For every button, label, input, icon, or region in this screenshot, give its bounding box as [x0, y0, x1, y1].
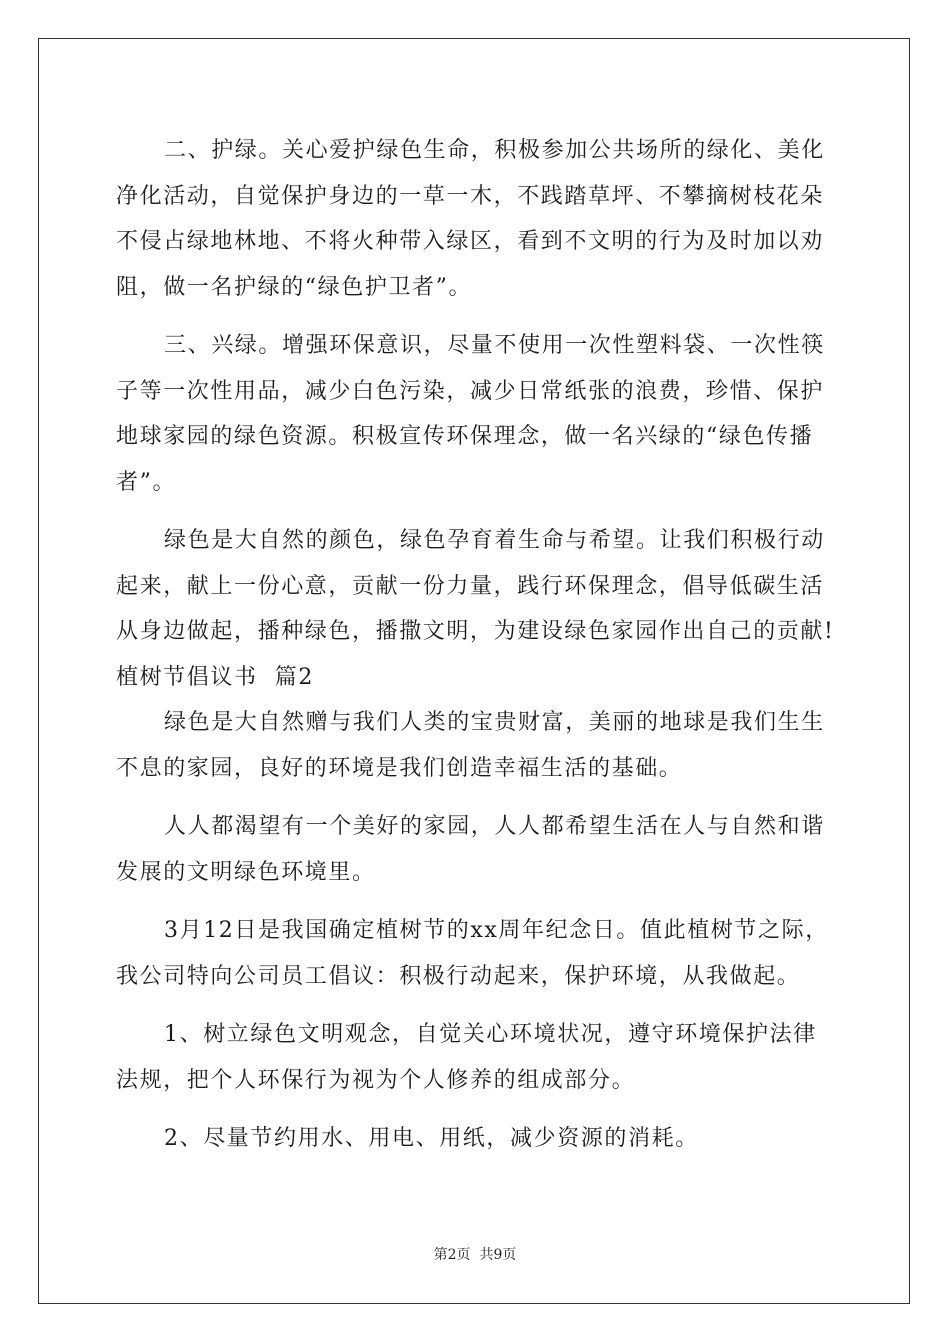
paragraph-protect-green	[116, 128, 836, 310]
paragraph-arbor-day	[116, 908, 836, 999]
text-line: 从身边做起，播种绿色，播撒文明，为建设绿色家园作出自己的贡献!	[116, 619, 835, 644]
text-line: 二、护绿。关心爱护绿色生命，积极参加公共场所的绿化、美化	[164, 138, 825, 163]
paragraph-item-1	[116, 1012, 836, 1103]
text-line: 起来，献上一份心意，贡献一份力量，践行环保理念，倡导低碳生活	[116, 573, 825, 599]
text-line: 地球家园的绿色资源。积极宣传环保理念，做一名兴绿的“绿色传播	[116, 424, 814, 449]
text-line: 净化活动，自觉保护身边的一草一木，不践踏草坪、不攀摘树枝花朵	[116, 183, 825, 209]
text-line: 绿色是大自然赠与我们人类的宝贵财富，美丽的地球是我们生生	[164, 710, 825, 735]
text-line: 三、兴绿。增强环保意识，尽量不使用一次性塑料袋、一次性筷	[164, 333, 825, 358]
text-line: 法规，把个人环保行为视为个人修养的组成部分。	[116, 1067, 636, 1093]
text-line: 子等一次性用品，减少白色污染，减少日常纸张的浪费，珍惜、保护	[116, 378, 825, 404]
text-line: 我公司特向公司员工倡议：积极行动起来，保护环境，从我做起。	[116, 963, 801, 989]
paragraph-promote-green	[116, 323, 836, 505]
text-line: 2、尽量节约用水、用电、用纸，减少资源的消耗。	[164, 1126, 699, 1151]
section-title: 植树节倡议书 篇2	[116, 664, 314, 690]
paragraph-green-wealth	[116, 700, 836, 791]
text-line: 1、树立绿色文明观念，自觉关心环境状况，遵守环境保护法律	[164, 1022, 817, 1047]
paragraph-conclusion	[116, 518, 836, 655]
text-line: 绿色是大自然的颜色，绿色孕育着生命与希望。让我们积极行动	[164, 528, 825, 553]
text-line: 3月12日是我国确定植树节的xx周年纪念日。值此植树节之际，	[164, 918, 829, 943]
text-line: 阻，做一名护绿的“绿色护卫者”。	[116, 274, 473, 300]
text-line: 不侵占绿地林地、不将火种带入绿区，看到不文明的行为及时加以劝	[116, 229, 825, 254]
text-line: 人人都渴望有一个美好的家园，人人都希望生活在人与自然和谐	[164, 814, 825, 839]
text-line: 发展的文明绿色环境里。	[116, 859, 376, 885]
paragraph-item-2	[116, 1116, 836, 1162]
text-line: 不息的家园，良好的环境是我们创造幸福生活的基础。	[116, 755, 683, 781]
paragraph-everyone-hopes	[116, 804, 836, 895]
page-number-footer: 第2页 共9页	[433, 1247, 517, 1263]
document-body	[116, 128, 836, 1162]
text-line: 者”。	[116, 469, 177, 495]
